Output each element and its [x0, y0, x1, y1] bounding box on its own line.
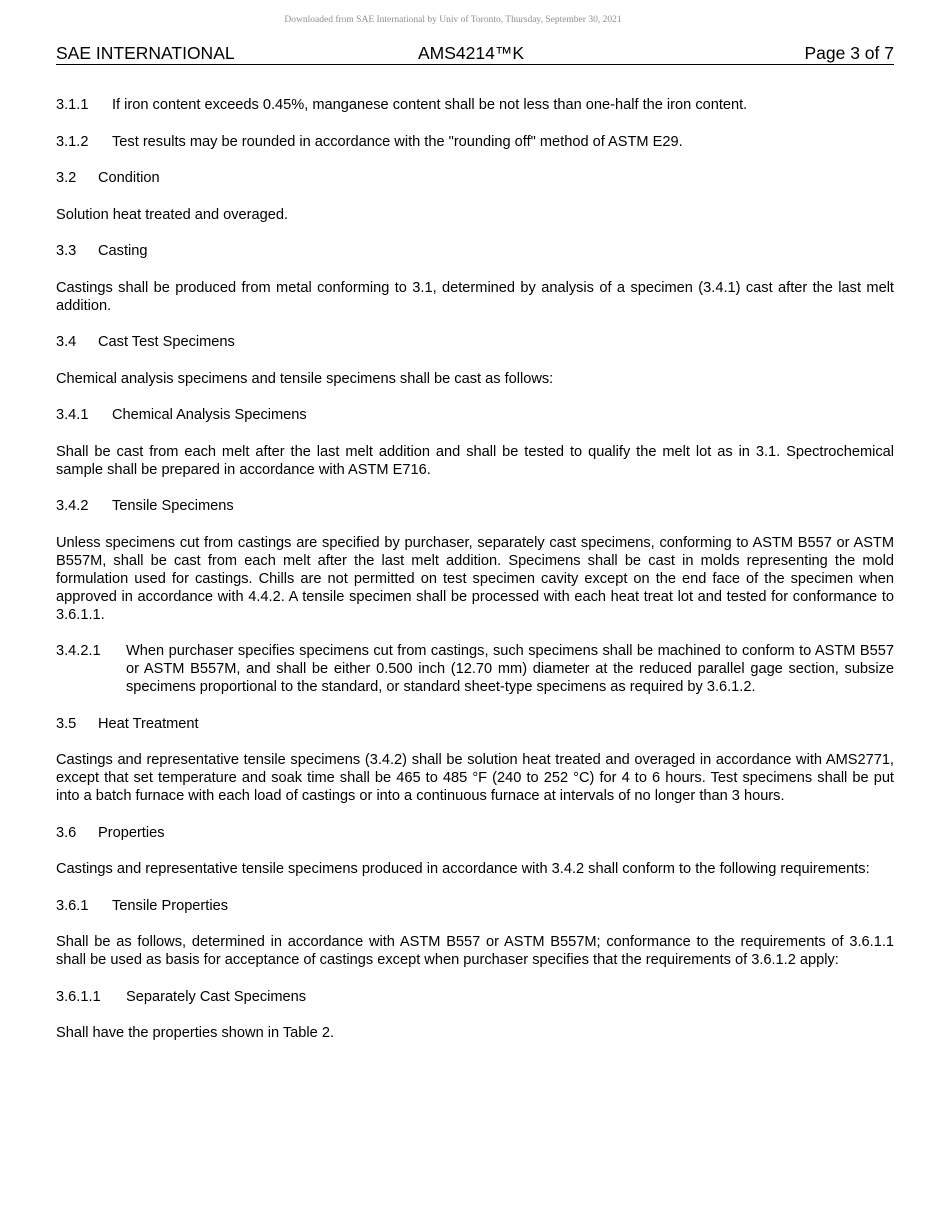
section-text-3-6-1: Shall be as follows, determined in accordance with ASTM B557 or ASTM B557M; conformance to the requirements of 3.6.1.1 shall be used as basis for acceptance of castings except when purchaser specifies that the requirements of 3.6.1.2 apply: — [56, 934, 894, 968]
section-heading-3-4-2 — [56, 497, 894, 515]
section-heading-3-2 — [56, 169, 894, 187]
section-text-3-6: Castings and representative tensile specimens produced in accordance with 3.4.2 shall conform to the following requirements: — [56, 861, 870, 877]
section-heading-3-6-1-1 — [56, 988, 894, 1006]
section-title: Condition — [98, 170, 160, 186]
section-title: Tensile Properties — [112, 897, 228, 914]
section-title: Chemical Analysis Specimens — [112, 407, 307, 423]
clause-number: 3.4.2.1 — [56, 643, 101, 659]
section-title: Cast Test Specimens — [98, 334, 235, 350]
section-number: 3.3 — [56, 243, 77, 259]
section-number: 3.4.2 — [56, 498, 89, 514]
section-heading-3-4 — [56, 333, 894, 351]
section-number: 3.5 — [56, 715, 77, 732]
header-organization: SAE INTERNATIONAL — [56, 43, 235, 63]
section-number: 3.4 — [56, 334, 77, 350]
section-text-3-5: Castings and representative tensile specimens (3.4.2) shall be solution heat treated and overaged in accordance with AMS2771, except that set temperature and soak time shall be 465 to 485 °F (240 to 252 °C) for 4 to 6 hours. Test specimens shall be put into a batch furnace with each load of castings or into a continuous furnace at intervals of no longer than 3 hours. — [56, 752, 894, 804]
document-body — [56, 96, 894, 1061]
clause-text: Test results may be rounded in accordance with the "rounding off" method of ASTM E29. — [112, 133, 683, 150]
section-heading-3-5 — [56, 715, 894, 733]
section-number: 3.6 — [56, 824, 77, 841]
download-watermark: Downloaded from SAE International by Univ of Toronto, Thursday, September 30, 2021 — [284, 15, 622, 25]
section-text-3-6-1-1: Shall have the properties shown in Table 2. — [56, 1025, 335, 1041]
section-text-3-2: Solution heat treated and overaged. — [56, 206, 289, 223]
section-number: 3.6.1.1 — [56, 988, 101, 1005]
section-heading-3-6-1 — [56, 897, 894, 915]
section-title: Heat Treatment — [98, 715, 199, 732]
section-text-3-4-1: Shall be cast from each melt after the last melt addition and shall be tested to qualify the melt lot as in 3.1. Spectrochemical sample shall be prepared in accordance with ASTM E716. — [56, 443, 894, 478]
clause-number: 3.1.1 — [56, 97, 89, 113]
header-page-number: Page 3 of 7 — [804, 43, 894, 63]
header-document-id: AMS4214™K — [418, 43, 525, 63]
section-title: Tensile Specimens — [112, 498, 234, 514]
clause-3-4-2-1 — [56, 642, 894, 696]
section-number: 3.4.1 — [56, 407, 89, 423]
section-text-3-4-2: Unless specimens cut from castings are specified by purchaser, separately cast specimens, conforming to ASTM B557 or ASTM B557M, shall be cast from each melt after the last melt addition. Specimens shall be cast in molds representing the mold formulation used for castings. Chills are not permitted on test specimen cavity except on the end face of the specimen when approved in accordance with 4.4.2. A tensile specimen shall be processed with each heat treat lot and tested for conformance to 3.6.1.1. — [56, 534, 894, 623]
clause-number: 3.1.2 — [56, 133, 89, 150]
section-number: 3.6.1 — [56, 897, 89, 914]
section-text-3-4: Chemical analysis specimens and tensile specimens shall be cast as follows: — [56, 370, 554, 387]
clause-3-1-1 — [56, 96, 894, 114]
clause-text: When purchaser specifies specimens cut from castings, such specimens shall be machined to conform to ASTM B557 or ASTM B557M, and shall be either 0.500 inch (12.70 mm) diameter at the reduced parallel gage section, subsize specimens proportional to the standard, or standard sheet-type specimens as required by 3.6.1.2. — [126, 643, 894, 695]
page-header — [56, 43, 894, 65]
section-heading-3-3 — [56, 242, 894, 260]
section-title: Separately Cast Specimens — [126, 988, 307, 1005]
section-heading-3-4-1 — [56, 406, 894, 424]
clause-text: If iron content exceeds 0.45%, manganese content shall be not less than one-half the iron content. — [112, 97, 748, 113]
section-number: 3.2 — [56, 170, 77, 186]
section-title: Casting — [98, 243, 148, 259]
section-text-3-3: Castings shall be produced from metal conforming to 3.1, determined by analysis of a specimen (3.4.1) cast after the last melt addition. — [56, 279, 894, 314]
section-heading-3-6 — [56, 824, 894, 842]
section-title: Properties — [98, 824, 165, 841]
clause-3-1-2 — [56, 133, 894, 151]
